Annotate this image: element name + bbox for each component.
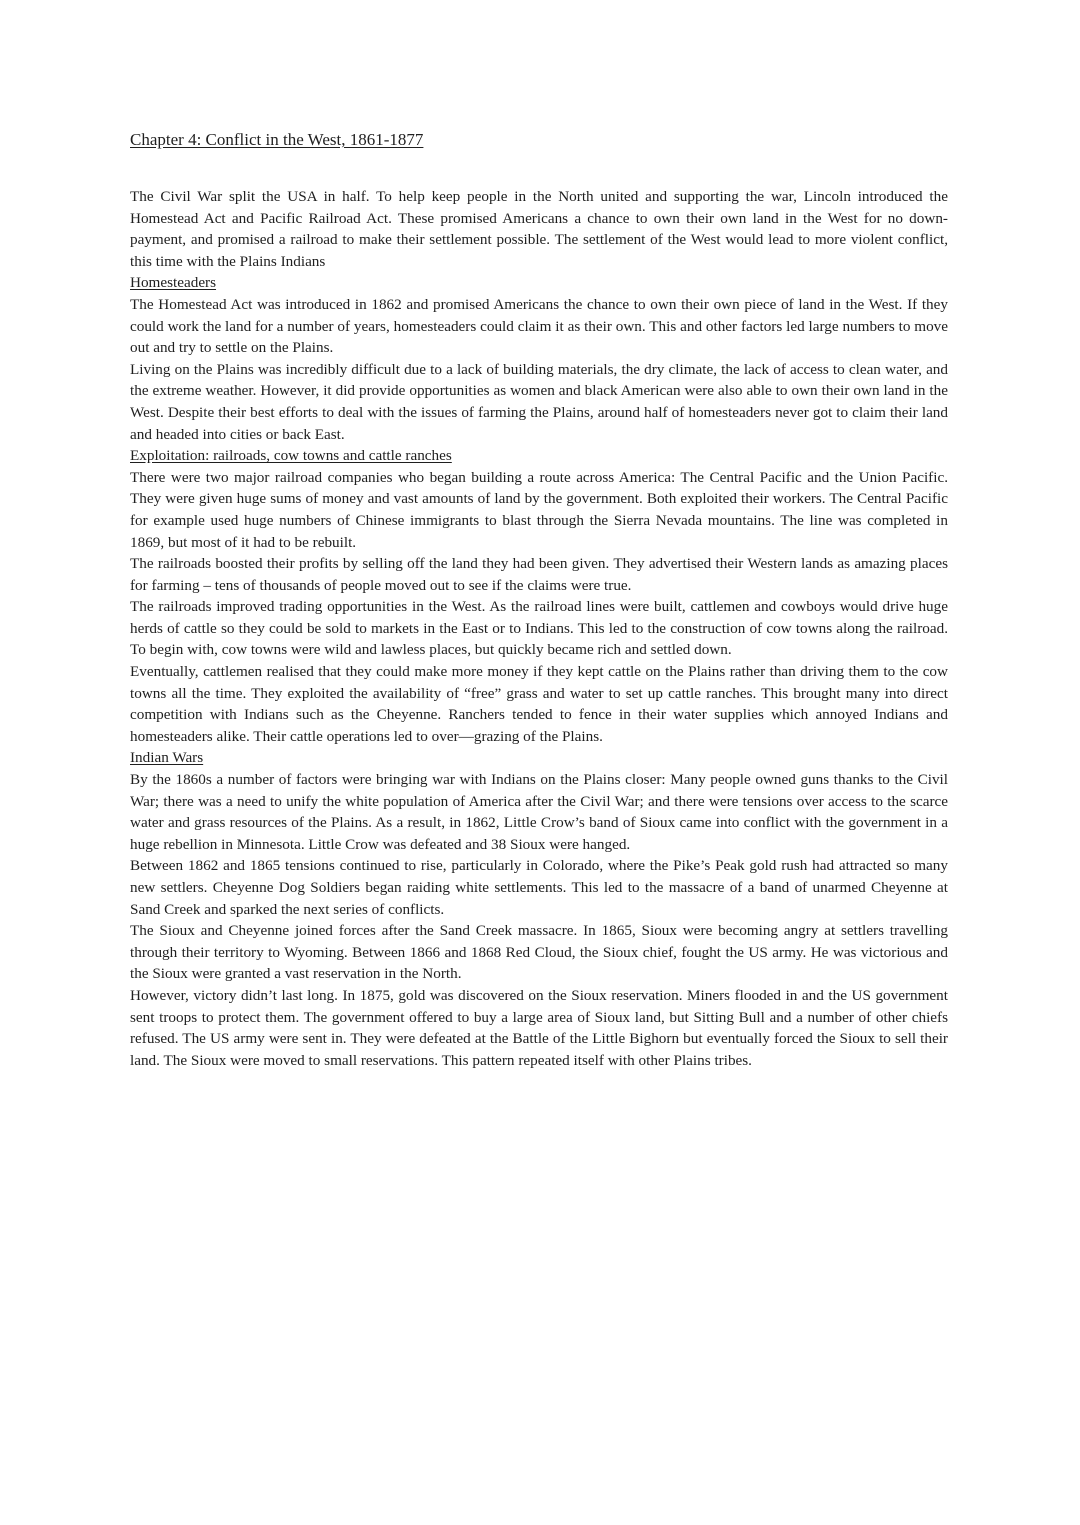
section-heading: Exploitation: railroads, cow towns and cattle ranches bbox=[130, 447, 452, 465]
paragraph: Eventually, cattlemen realised that they could make more money if they kept cattle on the Plains rather than driving them to the cow towns all the time. They exploited the availability of “free” grass and water to set up cattle ranches. This brought many into direct competition with Indians such as the Cheyenne. Ranchers tended to fence in their water supplies which annoyed Indians and homesteaders alike. Their cattle operations led to over—grazing of the Plains. bbox=[130, 663, 948, 745]
paragraph: The Homestead Act was introduced in 1862 and promised Americans the chance to own their own piece of land in the West. If they could work the land for a number of years, homesteaders could claim it as their own. This and other factors led large numbers to move out and try to settle on the Plains. bbox=[130, 295, 948, 357]
paragraph: However, victory didn’t last long. In 1875, gold was discovered on the Sioux reservation. Miners flooded in and the US government sent troops to protect them. The government offered to buy a large area of Sioux land, but Sitting Bull and a number of other chiefs refused. The US army were sent in. They were defeated at the Battle of the Little Bighorn but eventually forced the Sioux to sell their land. The Sioux were moved to small reservations. This pattern repeated itself with other Plains tribes. bbox=[130, 986, 948, 1069]
document-page bbox=[130, 128, 948, 1071]
paragraph: The railroads boosted their profits by selling off the land they had been given. They advertised their Western lands as amazing places for farming – tens of thousands of people moved out to see if the claims were true. bbox=[130, 555, 948, 594]
paragraph: Living on the Plains was incredibly difficult due to a lack of building materials, the dry climate, the lack of access to clean water, and the extreme weather. However, it did provide opportunities as women and black American were also able to own their own land in the West. Despite their best efforts to deal with the issues of farming the Plains, around half of homesteaders never got to claim their land and headed into cities or back East. bbox=[130, 360, 948, 443]
section-heading: Indian Wars bbox=[130, 749, 204, 767]
intro-paragraph: The Civil War split the USA in half. To help keep people in the North united and supporting the war, Lincoln introduced the Homestead Act and Pacific Railroad Act. These promised Americans a chance to own their own land in the West for no down-payment, and promised a railroad to make their settlement possible. The settlement of the West would lead to more violent conflict, this time with the Plains Indians bbox=[130, 188, 948, 270]
section-exploitation bbox=[130, 445, 948, 747]
paragraph: The railroads improved trading opportunities in the West. As the railroad lines were built, cattlemen and cowboys would drive huge herds of cattle so they could be sold to markets in the East or to Indians. This led to the construction of cow towns along the railroad. To begin with, cow towns were wild and lawless places, but quickly became rich and settled down. bbox=[130, 598, 948, 659]
section-homesteaders bbox=[130, 272, 948, 445]
paragraph: By the 1860s a number of factors were bringing war with Indians on the Plains closer: Many people owned guns thanks to the Civil War; there was a need to unify the white population of America after the Civil War; and there were tensions over access to the scarce water and grass resources of the Plains. As a result, in 1862, Little Crow’s band of Sioux came into conflict with the government in a huge rebellion in Minnesota. Little Crow was defeated and 38 Sioux were hanged. bbox=[130, 771, 948, 853]
paragraph: There were two major railroad companies who began building a route across America: The Central Pacific and the Union Pacific. They were given huge sums of money and vast amounts of land by the government. Both exploited their workers. The Central Pacific for example used huge numbers of Chinese immigrants to blast through the Sierra Nevada mountains. The line was completed in 1869, but most of it had to be rebuilt. bbox=[130, 468, 948, 551]
paragraph: Between 1862 and 1865 tensions continued to rise, particularly in Colorado, where the Pike’s Peak gold rush had attracted so many new settlers. Cheyenne Dog Soldiers began raiding white settlements. This led to the massacre of a band of unarmed Cheyenne at Sand Creek and sparked the next series of conflicts. bbox=[130, 857, 948, 918]
section-indian-wars bbox=[130, 747, 948, 1071]
paragraph: The Sioux and Cheyenne joined forces after the Sand Creek massacre. In 1865, Sioux were becoming angry at settlers travelling through their territory to Wyoming. Between 1866 and 1868 Red Cloud, the Sioux chief, fought the US army. He was victorious and the Sioux were granted a vast reservation in the North. bbox=[130, 922, 948, 983]
chapter-title: Chapter 4: Conflict in the West, 1861-1877 bbox=[130, 130, 424, 149]
section-heading: Homesteaders bbox=[130, 274, 217, 292]
